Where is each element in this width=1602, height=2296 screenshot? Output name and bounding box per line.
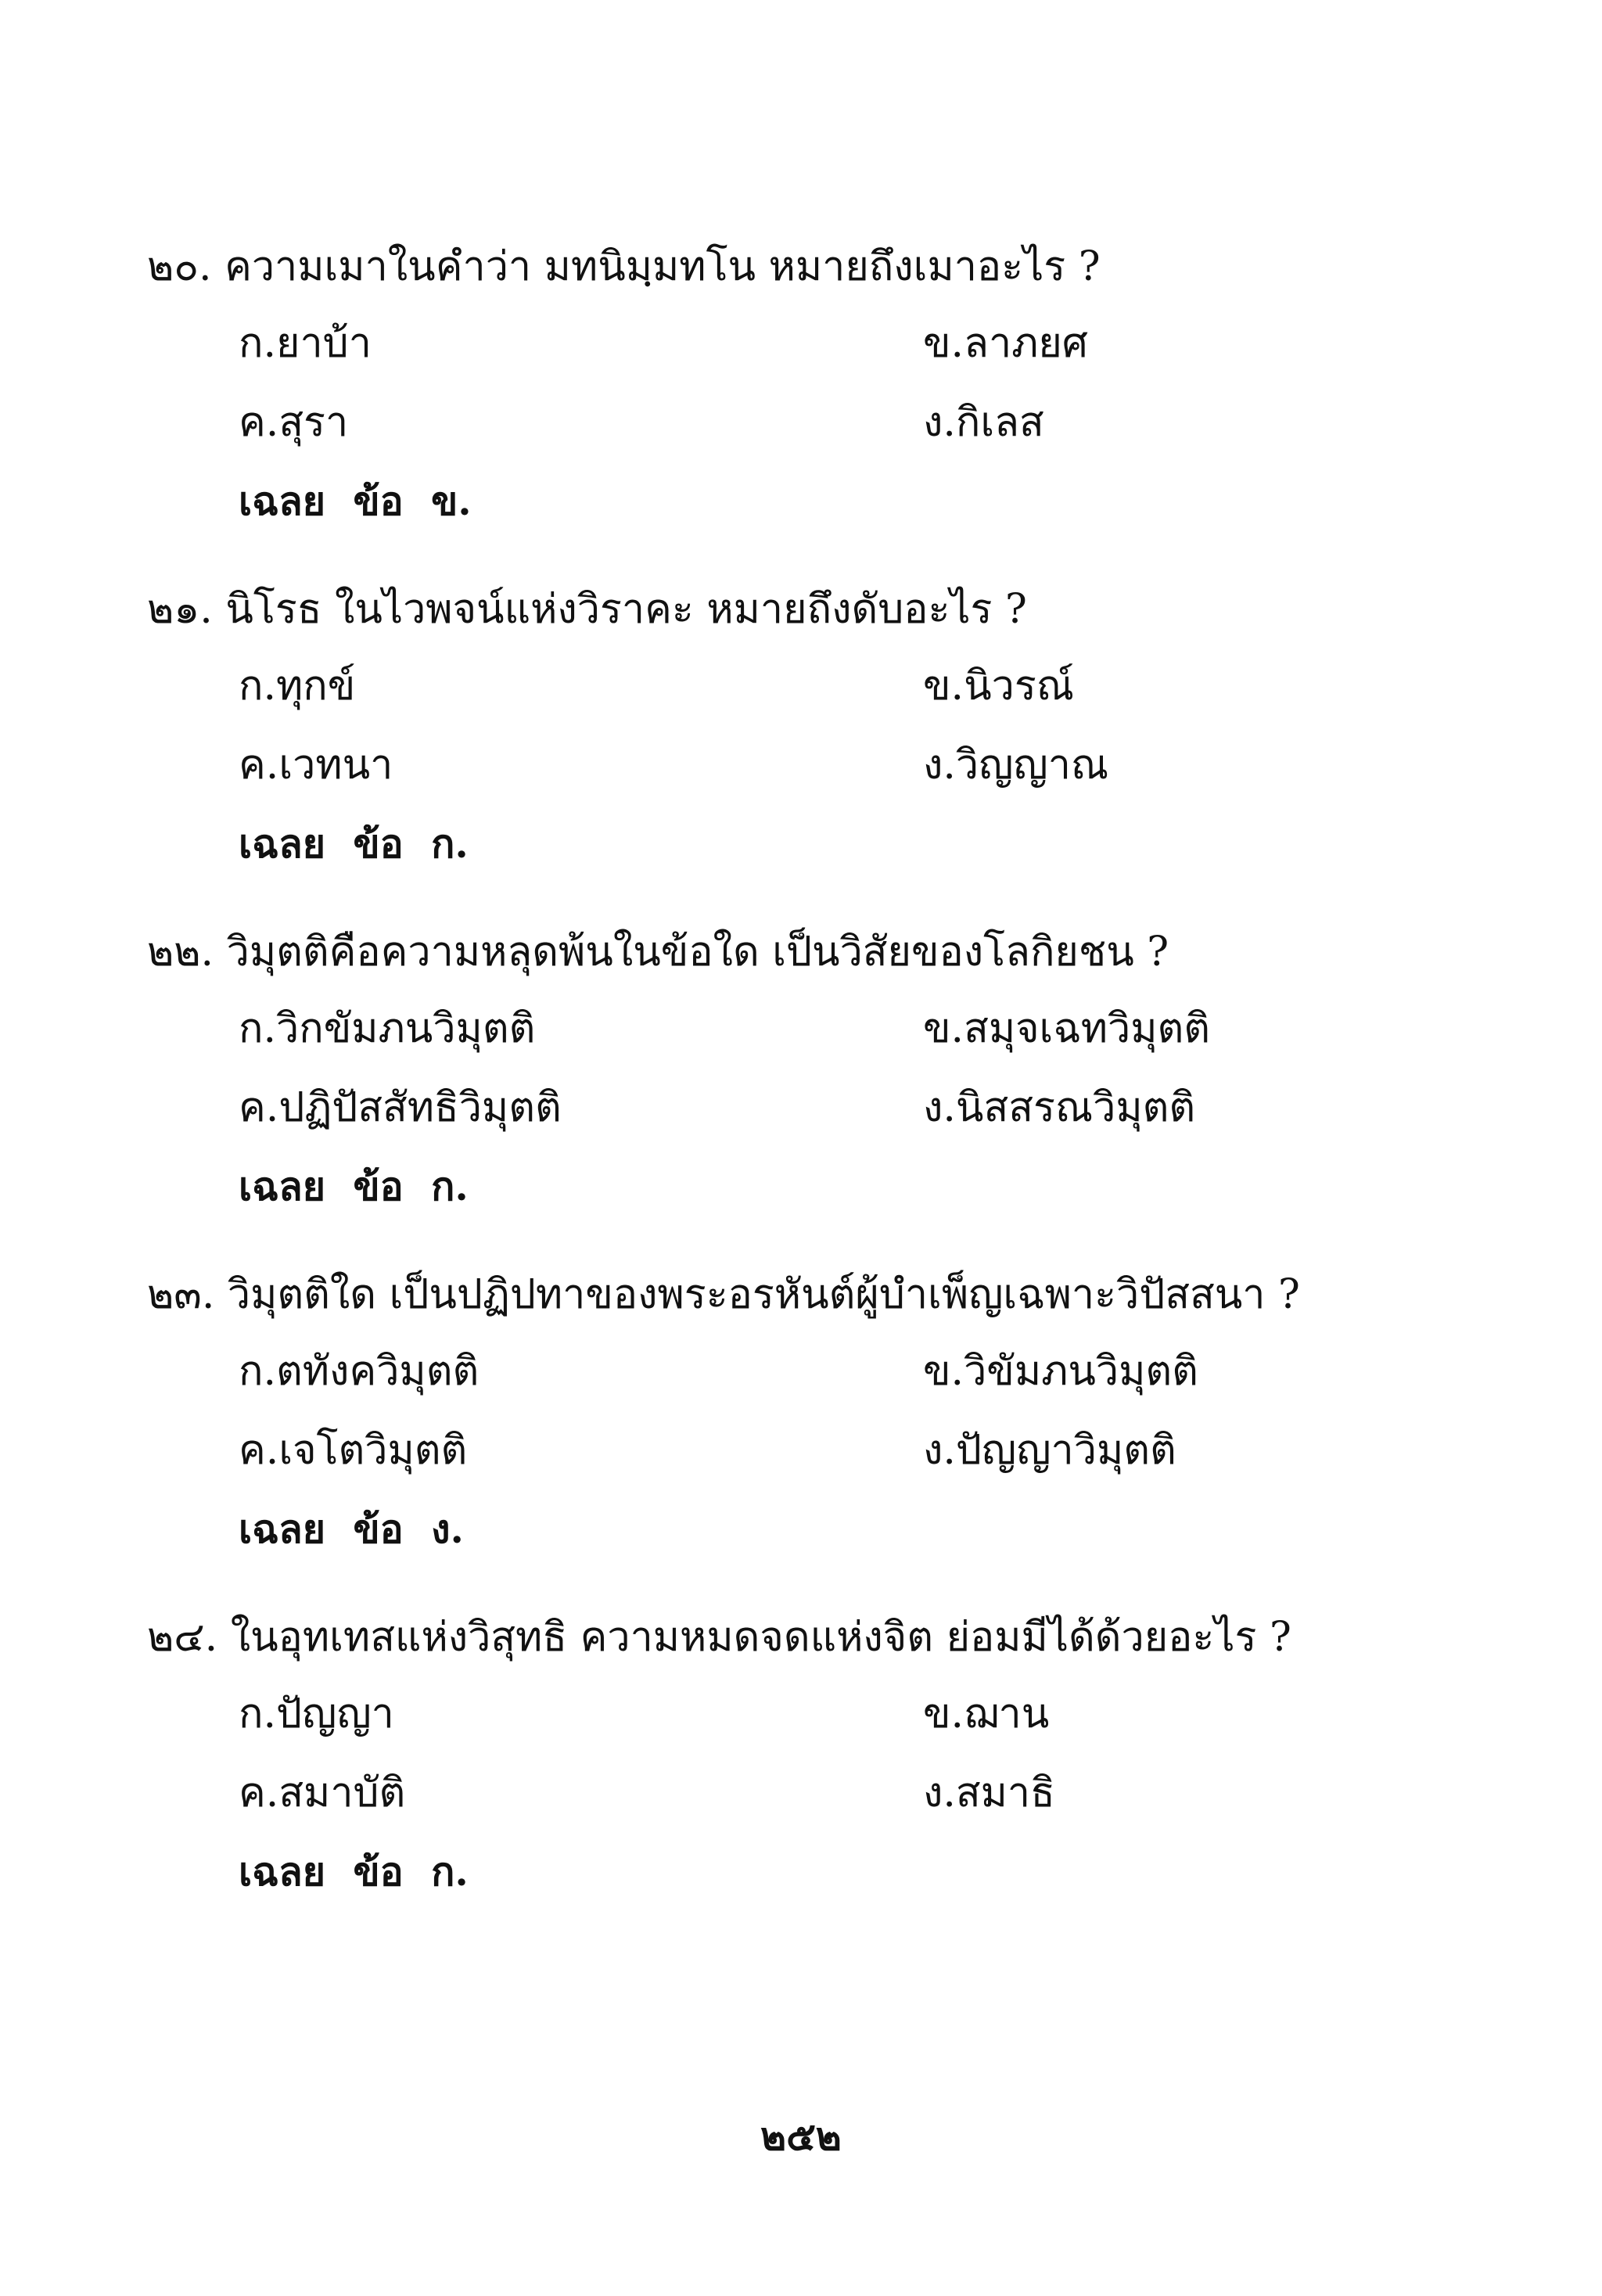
question-24 [0,1609,1602,1953]
option-a: ก.ทุกข์ [239,663,356,710]
answer-key: เฉลย ข้อ ก. [239,1849,469,1895]
option-c: ค.สุรา [239,399,349,446]
option-d: ง.วิญญาณ [923,742,1109,789]
option-b: ข.ฌาน [923,1691,1050,1737]
option-c: ค.ปฏิปัสสัทธิวิมุตติ [239,1084,562,1131]
option-b: ข.นิวรณ์ [923,663,1074,710]
option-c: ค.เวทนา [239,742,393,789]
answer-key: เฉลย ข้อ ก. [239,1163,469,1209]
answer-key: เฉลย ข้อ ก. [239,821,469,867]
option-b: ข.วิขัมภนวิมุตติ [923,1348,1198,1395]
option-b: ข.สมุจเฉทวิมุตติ [923,1005,1211,1052]
question-text: ๒๒. วิมุตติคือความหลุดพ้นในข้อใด เป็นวิสัยของโลกิยชน ? [147,929,1169,976]
option-a: ก.ยาบ้า [239,320,372,367]
page-number: ๒๕๒ [760,2113,842,2159]
option-d: ง.นิสสรณวิมุตติ [923,1084,1196,1131]
option-d: ง.กิเลส [923,399,1044,446]
answer-key: เฉลย ข้อ ข. [239,478,472,524]
question-text: ๒๑. นิโรธ ในไวพจน์แห่งวิราคะ หมายถึงดับอะไร ? [147,586,1027,633]
question-text: ๒๐. ความเมาในคำว่า มทนิมฺมทโน หมายถึงเมาอะไร ? [147,243,1101,290]
question-text: ๒๓. วิมุตติใด เป็นปฏิปทาของพระอรหันต์ผู้บำเพ็ญเฉพาะวิปัสสนา ? [147,1271,1300,1318]
question-21 [0,581,1602,925]
question-23 [0,1267,1602,1611]
option-c: ค.สมาบัติ [239,1770,406,1816]
option-d: ง.ปัญญาวิมุตติ [923,1427,1176,1474]
question-text: ๒๔. ในอุทเทสแห่งวิสุทธิ ความหมดจดแห่งจิต ย่อมมีได้ด้วยอะไร ? [147,1614,1291,1661]
option-a: ก.ปัญญา [239,1691,394,1737]
option-c: ค.เจโตวิมุตติ [239,1427,468,1474]
answer-key: เฉลย ข้อ ง. [239,1506,464,1552]
option-d: ง.สมาธิ [923,1770,1055,1816]
question-22 [0,924,1602,1268]
option-a: ก.ตทังควิมุตติ [239,1348,480,1395]
question-20 [0,239,1602,583]
option-b: ข.ลาภยศ [923,320,1088,367]
option-a: ก.วิกขัมภนวิมุตติ [239,1005,536,1052]
